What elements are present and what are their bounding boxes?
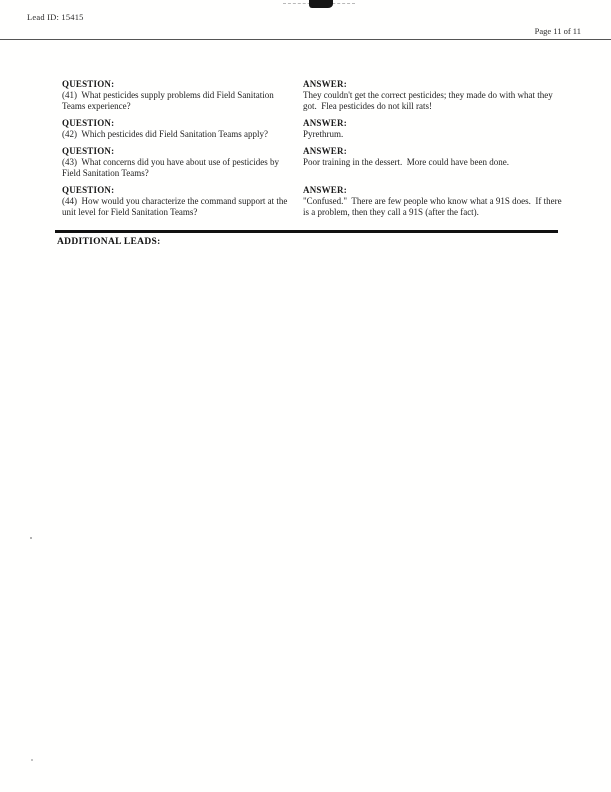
answer-cell [303, 79, 565, 112]
question-label: QUESTION: [62, 185, 115, 195]
qa-row-42 [62, 118, 565, 140]
question-cell [62, 79, 303, 112]
answer-cell [303, 185, 565, 218]
additional-leads-heading: ADDITIONAL LEADS: [57, 237, 161, 247]
answer-cell [303, 146, 565, 179]
scan-artifact-dot [31, 759, 33, 761]
answer-label: ANSWER: [303, 118, 347, 128]
question-cell [62, 146, 303, 179]
question-cell [62, 185, 303, 218]
question-text: (42) Which pesticides did Field Sanitation Teams apply? [62, 129, 268, 139]
answer-cell [303, 118, 565, 140]
section-divider [55, 230, 558, 233]
scan-artifact-dot [30, 537, 32, 539]
qa-row-41 [62, 79, 565, 112]
question-cell [62, 118, 303, 140]
answer-label: ANSWER: [303, 79, 347, 89]
question-label: QUESTION: [62, 146, 115, 156]
answer-text: They couldn't get the correct pesticides; they made do with what they got. Flea pesticides do not kill rats! [303, 90, 556, 111]
header-lead-id: Lead ID: 15415 [27, 12, 84, 22]
question-label: QUESTION: [62, 118, 115, 128]
question-text: (43) What concerns did you have about use of pesticides by Field Sanitation Teams? [62, 157, 282, 178]
question-text: (44) How would you characterize the command support at the unit level for Field Sanitation Teams? [62, 196, 290, 217]
answer-text: Poor training in the dessert. More could have been done. [303, 157, 509, 167]
header-page-number: Page 11 of 11 [534, 26, 581, 36]
qa-section [62, 79, 565, 224]
qa-row-44 [62, 185, 565, 218]
answer-label: ANSWER: [303, 146, 347, 156]
answer-label: ANSWER: [303, 185, 347, 195]
question-label: QUESTION: [62, 79, 115, 89]
answer-text: Pyrethrum. [303, 129, 344, 139]
qa-row-43 [62, 146, 565, 179]
scan-artifact-blob [309, 0, 333, 8]
header-rule [0, 39, 611, 40]
question-text: (41) What pesticides supply problems did Field Sanitation Teams experience? [62, 90, 276, 111]
answer-text: "Confused." There are few people who know what a 91S does. If there is a problem, then they call a 91S (after the fact). [303, 196, 564, 217]
